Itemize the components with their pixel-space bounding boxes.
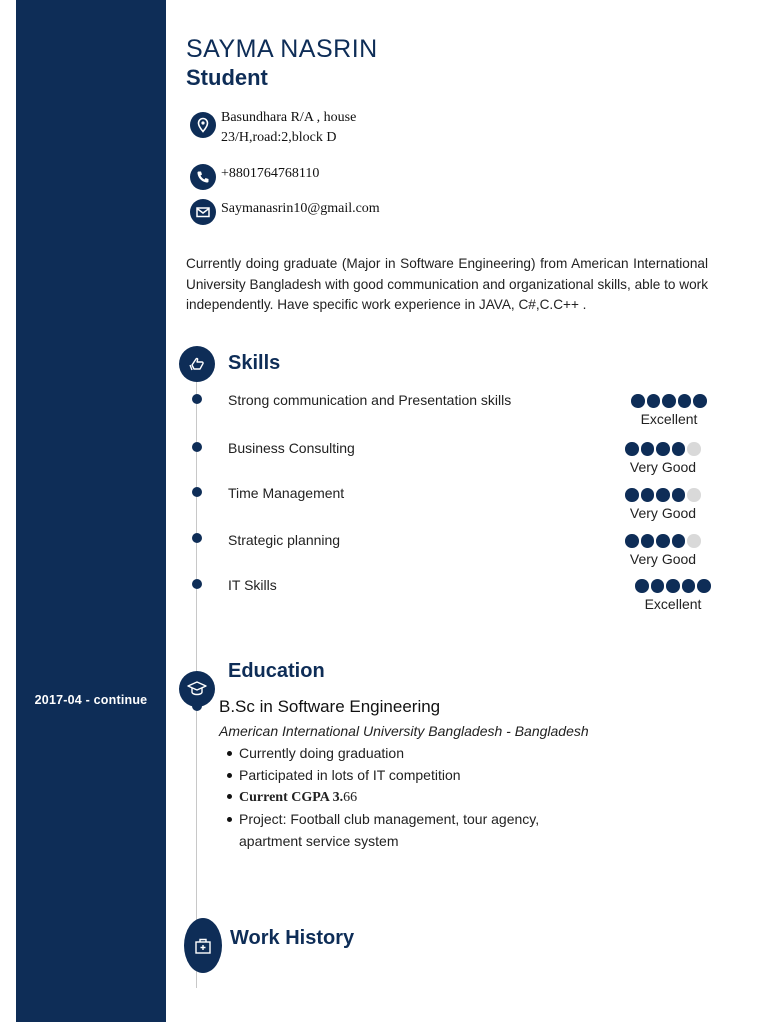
rating-dot-filled (662, 394, 676, 408)
skill-rating (618, 442, 708, 475)
rating-dots (628, 579, 718, 593)
skill-rating (624, 394, 714, 427)
skill-rating (628, 579, 718, 612)
education-details (225, 743, 585, 853)
rating-label: Very Good (629, 550, 697, 567)
list-item: Participated in lots of IT competition (225, 765, 585, 787)
education-bullet (192, 701, 202, 711)
rating-dot-filled (672, 442, 686, 456)
list-item (225, 786, 585, 809)
rating-dot-filled (641, 488, 655, 502)
school-name: American International University Bangladesh - Bangladesh (219, 723, 589, 739)
rating-dot-filled (651, 579, 665, 593)
skill-name: IT Skills (228, 577, 277, 593)
rating-dot-empty (687, 488, 701, 502)
contact-phone (190, 164, 319, 190)
rating-dot-filled (656, 488, 670, 502)
rating-dot-filled (682, 579, 696, 593)
rating-dot-filled (678, 394, 692, 408)
rating-dot-filled (666, 579, 680, 593)
envelope-icon (190, 199, 216, 225)
rating-dot-filled (697, 579, 711, 593)
rating-dot-empty (687, 442, 701, 456)
skill-rating (618, 488, 708, 521)
rating-dot-filled (672, 534, 686, 548)
list-item: Currently doing graduation (225, 743, 585, 765)
skill-bullet (192, 394, 202, 404)
rating-dot-filled (641, 442, 655, 456)
rating-dot-filled (672, 488, 686, 502)
skill-bullet (192, 442, 202, 452)
address-line-1: Basundhara R/A , house (221, 110, 357, 125)
rating-dot-filled (625, 534, 639, 548)
education-date: 2017-04 - continue (34, 693, 148, 707)
rating-dots (618, 442, 708, 456)
rating-dot-filled (625, 442, 639, 456)
skill-rating (618, 534, 708, 567)
skill-bullet (192, 487, 202, 497)
skills-heading: Skills (228, 352, 281, 374)
rating-dot-filled (693, 394, 707, 408)
profile-summary: Currently doing graduate (Major in Software Engineering) from American International University Bangladesh with good communication and organizational skills, able to work independently. Have specific work experience in JAVA, C#,C.C++ . (186, 256, 708, 313)
work-history-heading: Work History (230, 927, 355, 949)
rating-dots (618, 534, 708, 548)
rating-label: Very Good (629, 504, 697, 521)
location-pin-icon (190, 112, 216, 138)
skills-hand-icon (179, 346, 215, 382)
email-address: Saymanasrin10@gmail.com (221, 201, 380, 216)
rating-dots (624, 394, 714, 408)
person-name: SAYMA NASRIN (186, 35, 378, 63)
education-heading: Education (228, 660, 325, 682)
briefcase-icon (184, 918, 222, 973)
rating-label: Excellent (644, 595, 702, 612)
rating-label: Excellent (640, 410, 698, 427)
skill-name: Business Consulting (228, 440, 355, 456)
rating-dot-filled (647, 394, 661, 408)
rating-dot-filled (625, 488, 639, 502)
contact-address (190, 112, 356, 148)
rating-dot-filled (631, 394, 645, 408)
cgpa-label: Current CGPA 3. (239, 790, 344, 806)
cgpa-value: 66 (343, 790, 358, 806)
skill-name: Strong communication and Presentation skills (228, 392, 512, 408)
rating-label: Very Good (629, 458, 697, 475)
rating-dot-filled (656, 534, 670, 548)
degree-title: B.Sc in Software Engineering (219, 697, 441, 716)
person-title: Student (186, 65, 268, 90)
skill-name: Strategic planning (228, 532, 341, 548)
address-line-2: 23/H,road:2,block D (221, 130, 337, 145)
phone-icon (190, 164, 216, 190)
rating-dot-filled (641, 534, 655, 548)
rating-dots (618, 488, 708, 502)
contact-email (190, 199, 380, 225)
rating-dot-filled (635, 579, 649, 593)
phone-number: +8801764768110 (221, 166, 320, 181)
skill-bullet (192, 579, 202, 589)
sidebar (16, 0, 166, 1022)
rating-dot-empty (687, 534, 701, 548)
rating-dot-filled (656, 442, 670, 456)
skill-name: Time Management (228, 485, 345, 501)
skill-bullet (192, 533, 202, 543)
list-item: Project: Football club management, tour agency, apartment service system (225, 809, 585, 852)
